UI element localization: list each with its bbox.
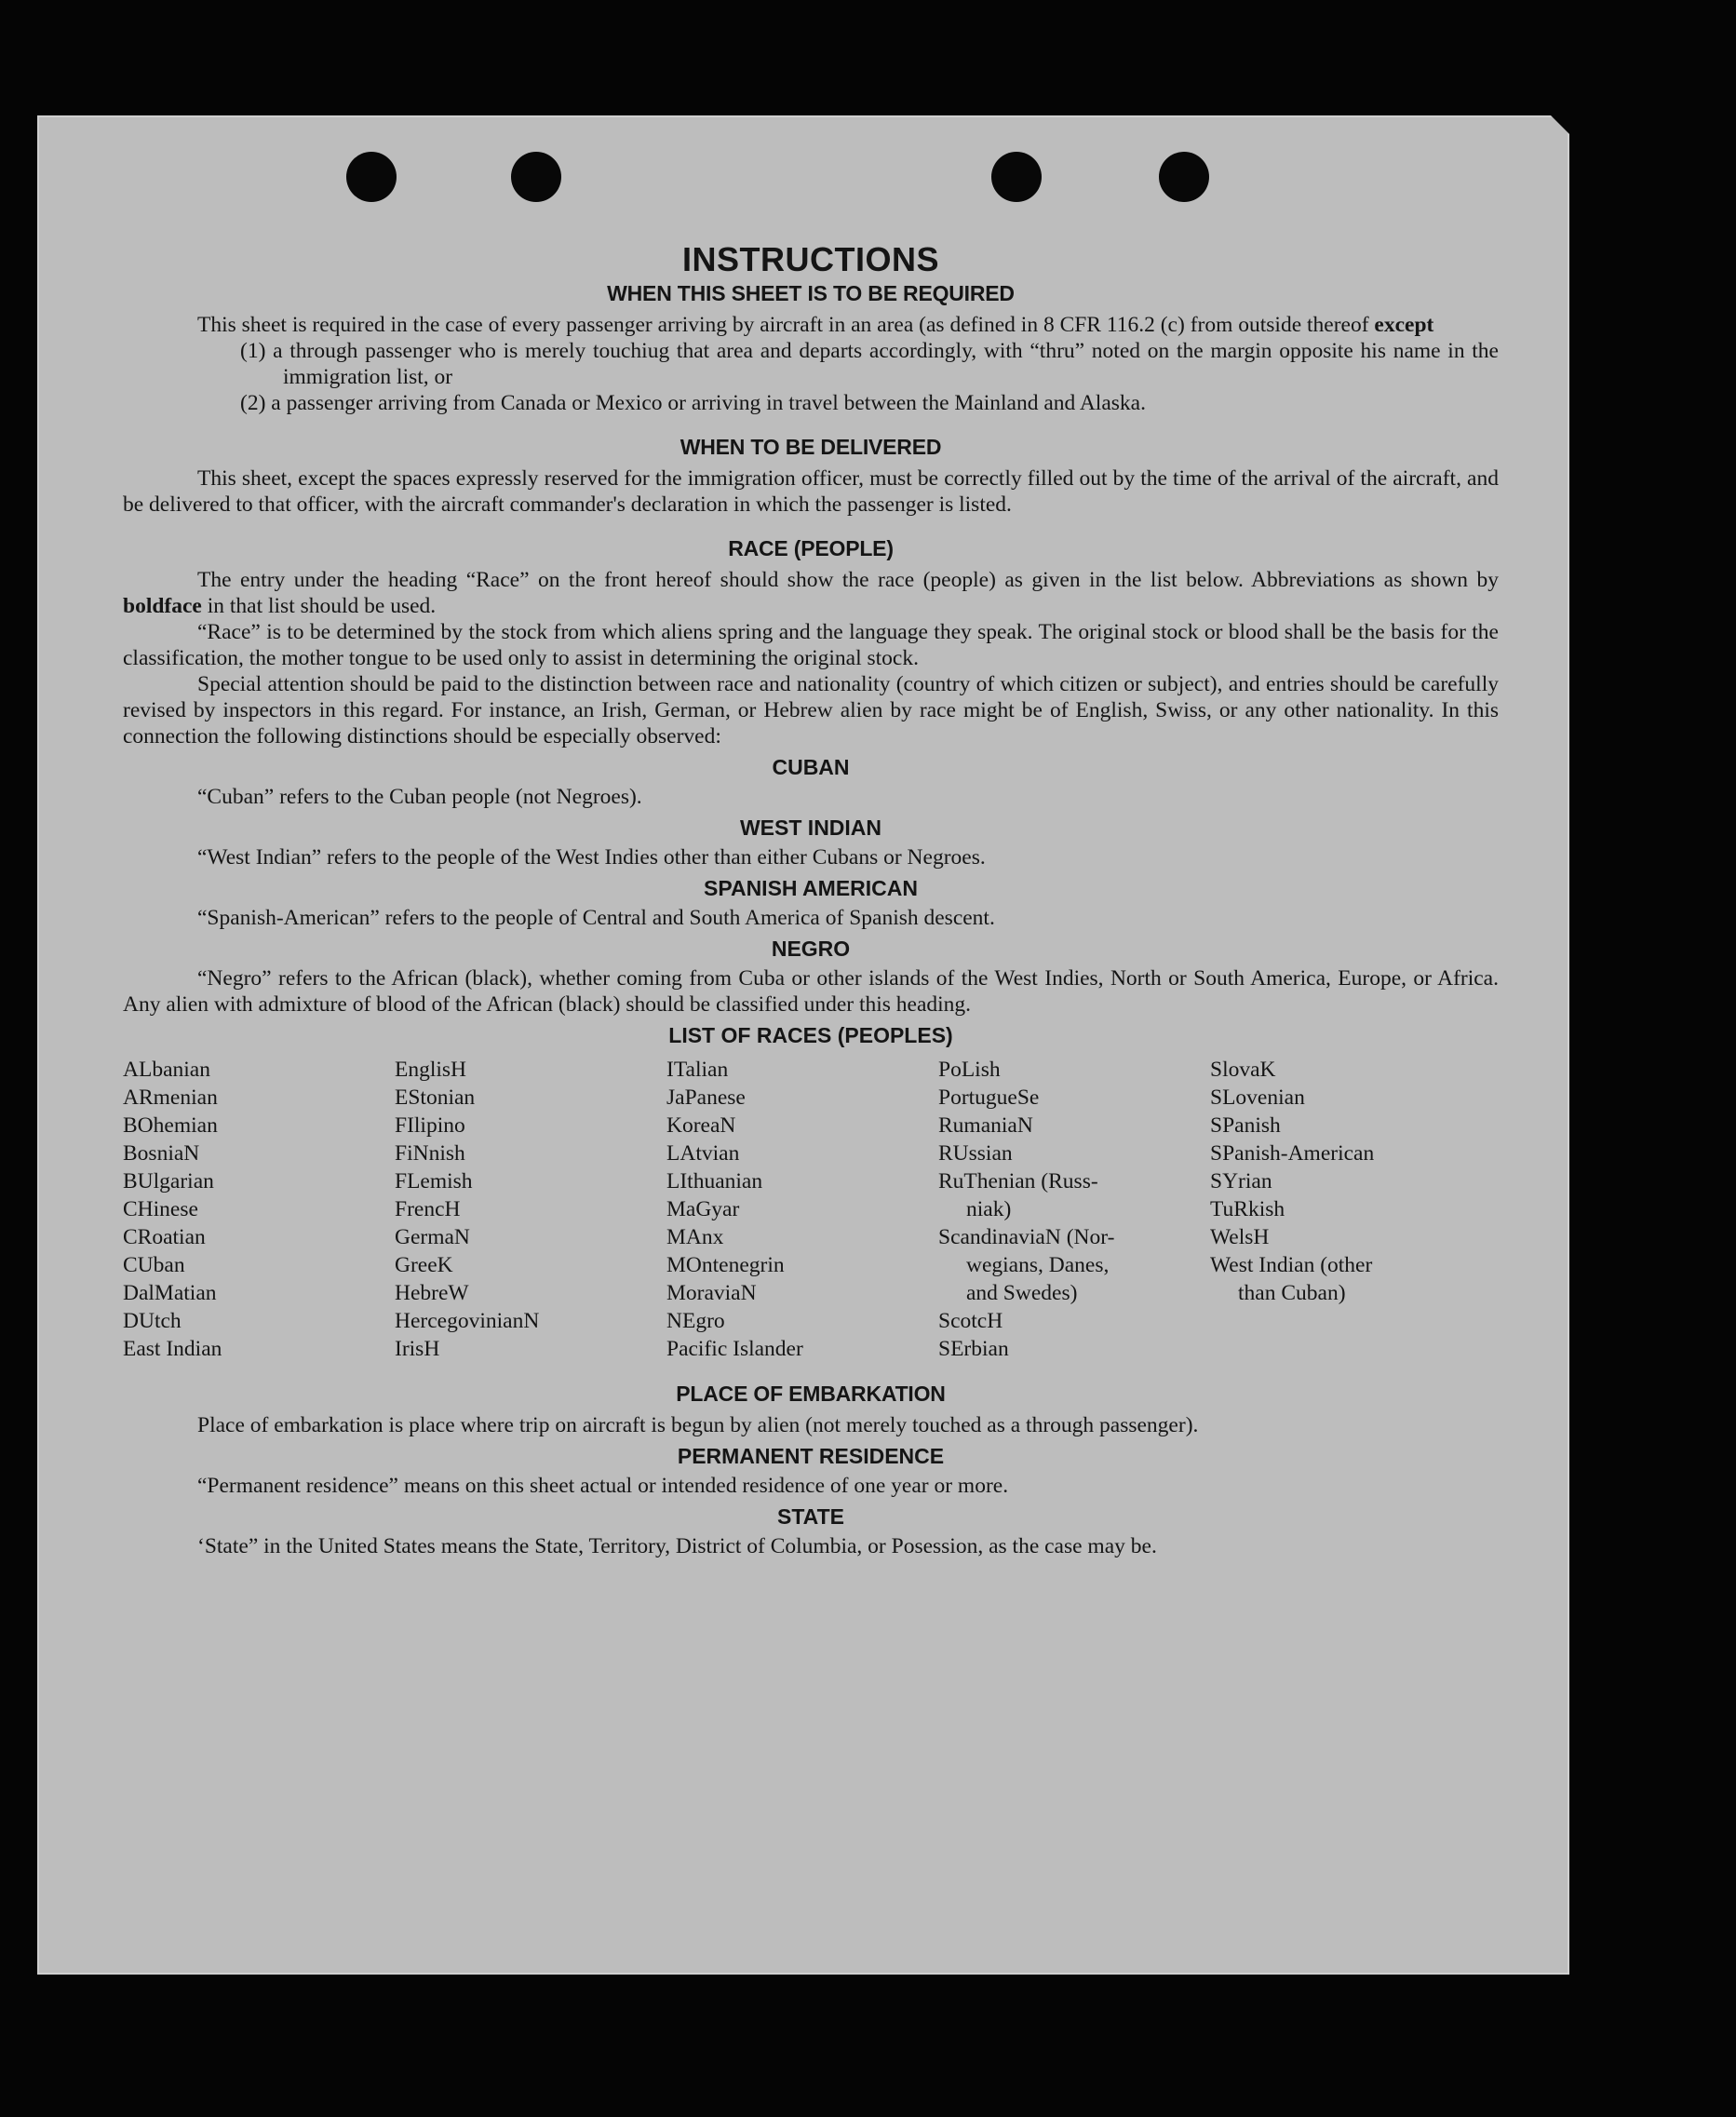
races-column-3	[666, 1056, 938, 1363]
races-column-1	[123, 1056, 395, 1363]
race-paragraph-2: “Race” is to be determined by the stock from which aliens spring and the language they speak. The original stock or blood shall be the basis for the classification, the mother tongue to be used only to assist in determining the original stock.	[123, 620, 1499, 670]
race-item: IrisH	[395, 1337, 440, 1361]
race-item: SlovaK	[1210, 1058, 1276, 1082]
race-item: CRoatian	[123, 1225, 206, 1249]
heading-spanish-american: SPANISH AMERICAN	[703, 876, 918, 900]
race-item: GermaN	[395, 1225, 470, 1249]
race-item: HercegovinianN	[395, 1309, 540, 1333]
heading-delivered: WHEN TO BE DELIVERED	[680, 435, 942, 459]
race-item: ALbanian	[123, 1058, 210, 1082]
heading-list-of-races: LIST OF RACES (PEOPLES)	[668, 1023, 953, 1047]
races-column-5	[1210, 1056, 1482, 1363]
race-item: PortugueSe	[938, 1085, 1040, 1110]
races-list	[123, 1056, 1499, 1363]
required-item-2: (2) a passenger arriving from Canada or Mexico or arriving in travel between the Mainland and Alaska.	[240, 391, 1146, 415]
race-item: ITalian	[666, 1058, 729, 1082]
race-paragraph-1: The entry under the heading “Race” on the front hereof should show the race (people) as given in the list below. Abbreviations as shown by boldface in that list should be used.	[123, 568, 1499, 618]
race-item: SLovenian	[1210, 1085, 1305, 1110]
race-paragraph-3: Special attention should be paid to the distinction between race and nationality (country of which citizen or subject), and entries should be carefully revised by inspectors in this regard. For instance, an Irish, German, or Hebrew alien by race might be of English, Swiss, or any other nationality. In this connection the following distinctions should be especially observed:	[123, 672, 1499, 748]
race-item: ARmenian	[123, 1085, 218, 1110]
race-item: MAnx	[666, 1225, 724, 1249]
race-item: West Indian (other	[1210, 1253, 1373, 1277]
race-item: PoLish	[938, 1058, 1001, 1082]
race-item: DUtch	[123, 1309, 182, 1333]
cuban-paragraph: “Cuban” refers to the Cuban people (not Negroes).	[197, 785, 642, 809]
heading-state: STATE	[777, 1504, 844, 1529]
race-item: SPanish-American	[1210, 1141, 1375, 1166]
heading-embarkation: PLACE OF EMBARKATION	[676, 1382, 946, 1406]
race-item: East Indian	[123, 1337, 222, 1361]
heading-cuban: CUBAN	[772, 755, 850, 779]
race-item: MoraviaN	[666, 1281, 757, 1305]
race-item: JaPanese	[666, 1085, 746, 1110]
heading-required: WHEN THIS SHEET IS TO BE REQUIRED	[607, 281, 1015, 305]
race-item: ScandinaviaN (Nor-	[938, 1225, 1115, 1249]
race-item: SErbian	[938, 1337, 1009, 1361]
race-item: and Swedes)	[966, 1281, 1078, 1305]
heading-negro: NEGRO	[771, 937, 851, 961]
embarkation-paragraph: Place of embarkation is place where trip on aircraft is begun by alien (not merely touched as a through passenger).	[197, 1413, 1199, 1437]
race-item: CHinese	[123, 1197, 198, 1221]
west-indian-paragraph: “West Indian” refers to the people of the West Indies other than either Cubans or Negroes.	[197, 845, 986, 870]
required-item-1: (1) a through passenger who is merely touchiug that area and departs accordingly, with “thru” noted on the margin opposite his name in the immigration list, or	[240, 339, 1499, 389]
race-item: SYrian	[1210, 1169, 1272, 1193]
race-item: DalMatian	[123, 1281, 217, 1305]
race-item: FiNnish	[395, 1141, 465, 1166]
instructions-content	[123, 240, 1499, 1559]
races-column-2	[395, 1056, 666, 1363]
race-item: BOhemian	[123, 1113, 218, 1138]
race-item: FLemish	[395, 1169, 473, 1193]
race-item: FIlipino	[395, 1113, 465, 1138]
spanish-american-paragraph: “Spanish-American” refers to the people of Central and South America of Spanish descent.	[197, 906, 995, 930]
race-item: RumaniaN	[938, 1113, 1033, 1138]
heading-residence: PERMANENT RESIDENCE	[677, 1444, 945, 1468]
race-item: BosniaN	[123, 1141, 200, 1166]
state-paragraph: ‘State” in the United States means the State, Territory, District of Columbia, or Posession, as the case may be.	[197, 1534, 1157, 1558]
race-item: LIthuanian	[666, 1169, 763, 1193]
document-page	[37, 115, 1569, 1975]
race-item: Pacific Islander	[666, 1337, 803, 1361]
negro-paragraph: “Negro” refers to the African (black), whether coming from Cuba or other islands of the West Indies, North or South America, Europe, or Africa. Any alien with admixture of blood of the African (black) should be classified under this heading.	[123, 966, 1499, 1017]
punch-hole	[511, 152, 561, 202]
race-item: RuThenian (Russ-	[938, 1169, 1098, 1193]
heading-west-indian: WEST INDIAN	[739, 816, 882, 840]
punch-hole	[991, 152, 1042, 202]
race-item: ScotcH	[938, 1309, 1003, 1333]
race-item: GreeK	[395, 1253, 453, 1277]
race-item: RUssian	[938, 1141, 1013, 1166]
race-item: MOntenegrin	[666, 1253, 785, 1277]
race-item: NEgro	[666, 1309, 725, 1333]
race-item: FrencH	[395, 1197, 461, 1221]
race-item: CUban	[123, 1253, 185, 1277]
page-title: INSTRUCTIONS	[682, 240, 939, 278]
race-item: SPanish	[1210, 1113, 1281, 1138]
residence-paragraph: “Permanent residence” means on this sheet actual or intended residence of one year or more.	[197, 1474, 1009, 1498]
race-item: than Cuban)	[1238, 1281, 1346, 1305]
race-item: LAtvian	[666, 1141, 740, 1166]
race-item: niak)	[966, 1197, 1012, 1221]
race-item: EnglisH	[395, 1058, 467, 1082]
race-item: KoreaN	[666, 1113, 736, 1138]
race-item: wegians, Danes,	[966, 1253, 1110, 1277]
race-item: HebreW	[395, 1281, 469, 1305]
race-item: MaGyar	[666, 1197, 740, 1221]
punch-hole	[1159, 152, 1209, 202]
race-item: TuRkish	[1210, 1197, 1285, 1221]
heading-race: RACE (PEOPLE)	[728, 536, 894, 560]
race-item: WelsH	[1210, 1225, 1270, 1249]
race-item: BUlgarian	[123, 1169, 214, 1193]
race-item: EStonian	[395, 1085, 476, 1110]
delivered-paragraph: This sheet, except the spaces expressly reserved for the immigration officer, must be correctly filled out by the time of the arrival of the aircraft, and be delivered to that officer, with the aircraft commander's declaration in which the passenger is listed.	[123, 466, 1499, 517]
races-column-4	[938, 1056, 1210, 1363]
required-paragraph: This sheet is required in the case of every passenger arriving by aircraft in an area (as defined in 8 CFR 116.2 (c) from outside thereof except	[197, 313, 1434, 337]
punch-hole	[346, 152, 397, 202]
